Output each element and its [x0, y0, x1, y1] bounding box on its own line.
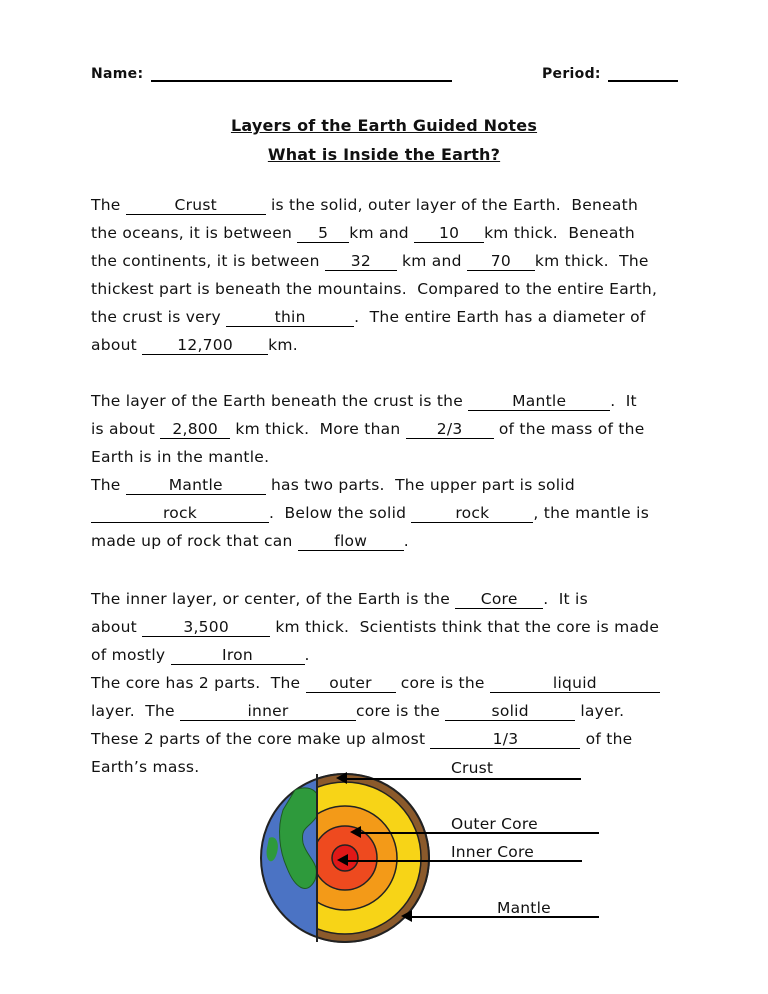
- text-line: layer. The inner core is the solid layer.: [91, 702, 625, 720]
- answer-blank[interactable]: rock: [411, 505, 533, 523]
- text-line: The Mantle has two parts. The upper part is solid: [91, 476, 575, 494]
- period-line[interactable]: [608, 80, 678, 82]
- answer-blank[interactable]: 2,800: [160, 421, 230, 439]
- arrow-icon: [335, 853, 349, 867]
- text-line: The layer of the Earth beneath the crust is the Mantle . It: [91, 392, 637, 410]
- answer-blank[interactable]: 70: [467, 253, 535, 271]
- answer-blank[interactable]: 2/3: [406, 421, 494, 439]
- text-line: about 12,700 km.: [91, 336, 298, 354]
- arrow-icon: [348, 825, 362, 839]
- answer-blank[interactable]: 3,500: [142, 619, 270, 637]
- answer-blank[interactable]: Mantle: [126, 477, 266, 495]
- answer-blank[interactable]: Iron: [171, 647, 305, 665]
- label-outer-core: Outer Core: [451, 815, 538, 833]
- text-line: The core has 2 parts. The outer core is the liquid: [91, 673, 660, 693]
- text-line: the crust is very thin . The entire Earth has a diameter of: [91, 308, 646, 326]
- text-line: These 2 parts of the core make up almost 1/3 of the: [91, 730, 633, 748]
- text-line: thickest part is beneath the mountains. Compared to the entire Earth,: [91, 280, 658, 298]
- text-line: made up of rock that can flow .: [91, 532, 409, 550]
- text-line: The inner layer, or center, of the Earth is the Core . It is: [91, 590, 588, 608]
- answer-blank[interactable]: 32: [325, 253, 397, 271]
- text-line: the oceans, it is between 5 km and 10 km thick. Beneath: [91, 224, 635, 242]
- page-title: Layers of the Earth Guided Notes: [230, 116, 538, 135]
- pointer-line: [357, 832, 599, 834]
- text-line: Earth is in the mantle.: [91, 448, 270, 466]
- answer-blank[interactable]: Mantle: [468, 393, 610, 411]
- answer-blank[interactable]: 12,700: [142, 337, 268, 355]
- answer-blank[interactable]: thin: [226, 309, 354, 327]
- pointer-line: [344, 860, 582, 862]
- text-line: rock . Below the solid rock , the mantle is: [91, 503, 649, 523]
- answer-blank[interactable]: 1/3: [430, 731, 580, 749]
- answer-blank[interactable]: outer: [306, 675, 396, 693]
- answer-blank[interactable]: 5: [297, 225, 349, 243]
- arrow-icon: [334, 771, 348, 785]
- label-inner-core: Inner Core: [451, 843, 534, 861]
- answer-blank[interactable]: Core: [455, 591, 543, 609]
- answer-blank[interactable]: solid: [445, 703, 575, 721]
- text-line: of mostly Iron .: [91, 646, 310, 664]
- text-line: is about 2,800 km thick. More than 2/3 of the mass of the: [91, 420, 645, 438]
- arrow-icon: [399, 909, 413, 923]
- text-line: Earth’s mass.: [91, 758, 200, 776]
- answer-blank[interactable]: flow: [298, 533, 404, 551]
- label-crust: Crust: [451, 759, 494, 777]
- answer-blank[interactable]: inner: [180, 703, 356, 721]
- period-label: Period:: [542, 66, 601, 82]
- name-line[interactable]: [151, 80, 452, 82]
- text-line: The Crust is the solid, outer layer of the Earth. Beneath: [91, 196, 639, 214]
- answer-blank[interactable]: Crust: [126, 197, 266, 215]
- text-line: the continents, it is between 32 km and 70 km thick. The: [91, 252, 649, 270]
- text-line: about 3,500 km thick. Scientists think that the core is made: [91, 618, 660, 636]
- pointer-line: [343, 778, 581, 780]
- label-mantle: Mantle: [497, 899, 551, 917]
- answer-blank[interactable]: 10: [414, 225, 484, 243]
- page-subtitle: What is Inside the Earth?: [267, 145, 501, 164]
- pointer-line: [408, 916, 599, 918]
- name-label: Name:: [91, 66, 144, 82]
- answer-blank[interactable]: rock: [91, 505, 269, 523]
- answer-blank[interactable]: liquid: [490, 675, 660, 693]
